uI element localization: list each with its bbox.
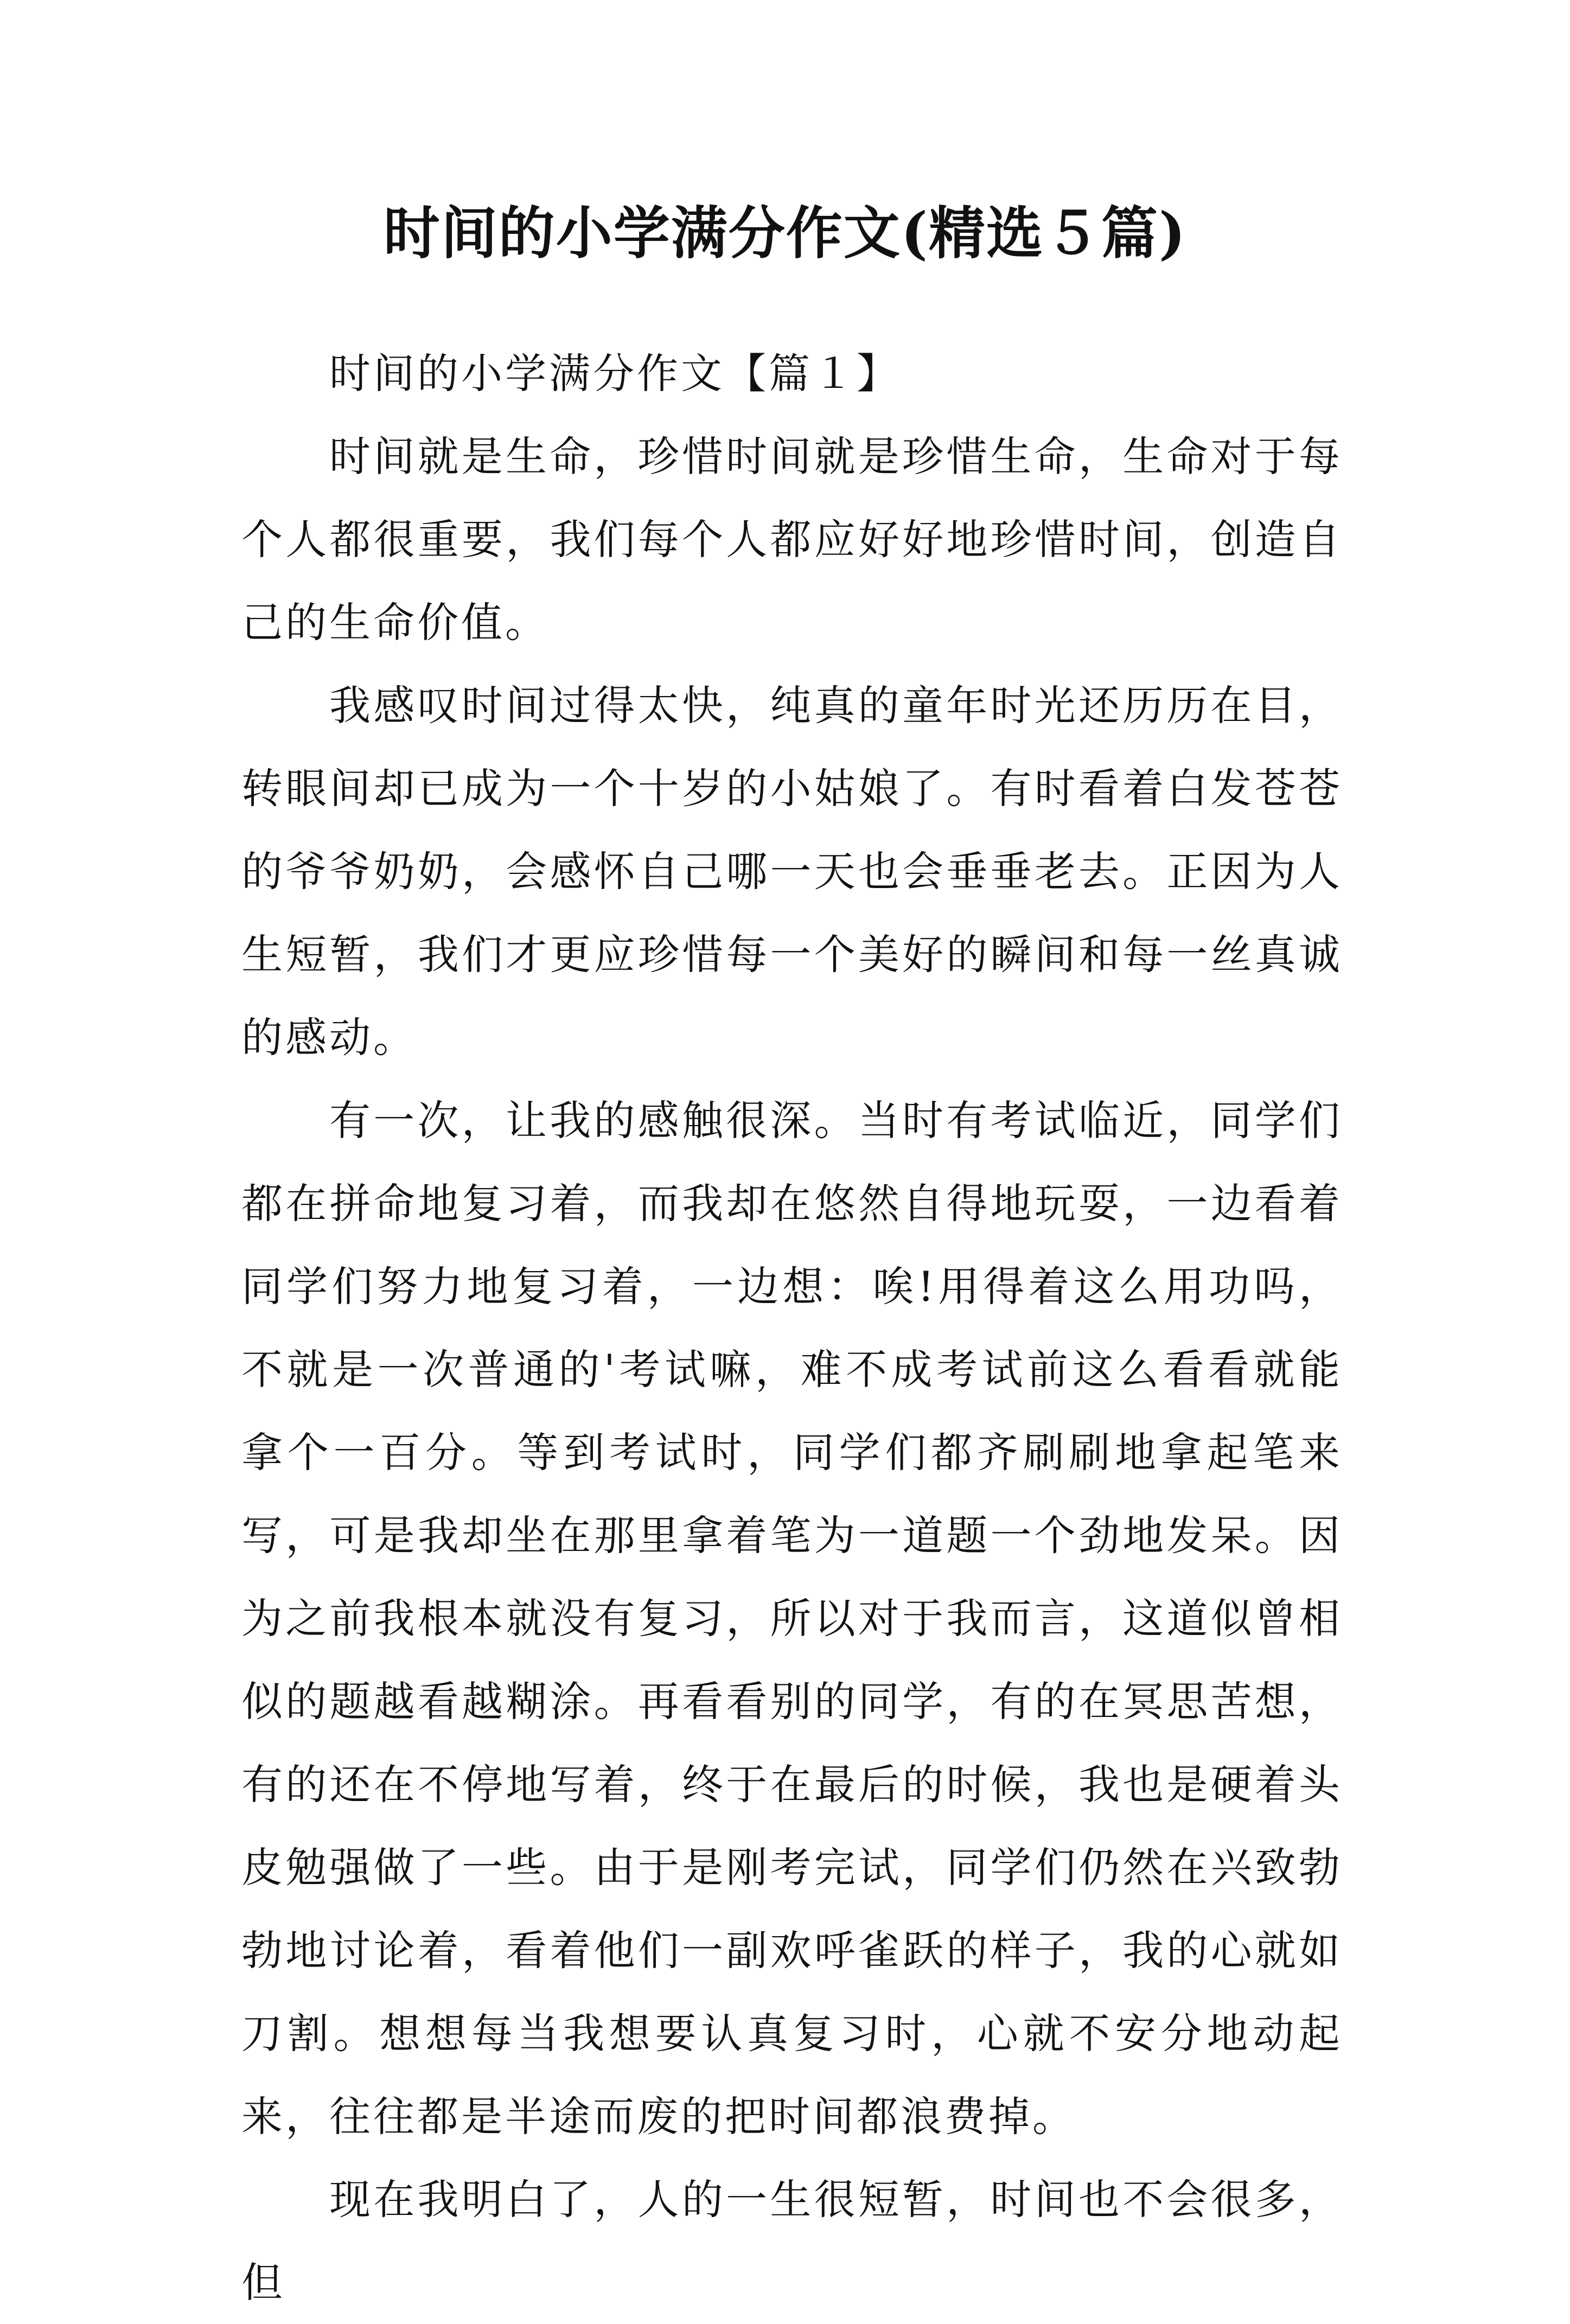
paragraph-1: 时间就是生命，珍惜时间就是珍惜生命，生命对于每个人都很重要，我们每个人都应好好地珍惜时间，创造自己的生命价值。 [241,432,1343,647]
paragraph-4: 现在我明白了，人的一生很短暂，时间也不会很多，但 [241,2175,1343,2307]
document-title: 时间的小学满分作文(精选５篇) [383,200,1187,266]
paragraph-3: 有一次，让我的感触很深。当时有考试临近，同学们都在拼命地复习着，而我却在悠然自得地玩耍，一边看着同学们努力地复习着，一边想：唉!用得着这么用功吗，不就是一次普通的'考试嘛，难不成考试前这么看看就能拿个一百分。等到考试时，同学们都齐刷刷地拿起笔来写，可是我却坐在那里拿着笔为一道题一个劲地发呆。因为之前我根本就没有复习，所以对于我而言，这道似曾相似的题越看越糊涂。再看看别的同学，有的在冥思苦想，有的还在不停地写着，终于在最后的时候，我也是硬着头皮勉强做了一些。由于是刚考完试，同学们仍然在兴致勃勃地讨论着，看着他们一副欢呼雀跃的样子，我的心就如刀割。想想每当我想要认真复习时，心就不安分地动起来，往往都是半途而废的把时间都浪费掉。 [241,1096,1343,2141]
document-body [241,332,1343,2324]
paragraph-2: 我感叹时间过得太快，纯真的童年时光还历历在目，转眼间却已成为一个十岁的小姑娘了。有时看着白发苍苍的爷爷奶奶，会感怀自己哪一天也会垂垂老去。正因为人生短暂，我们才更应珍惜每一个美好的瞬间和每一丝真诚的感动。 [241,681,1343,1062]
section-heading: 时间的小学满分作文【篇１】 [329,349,901,398]
